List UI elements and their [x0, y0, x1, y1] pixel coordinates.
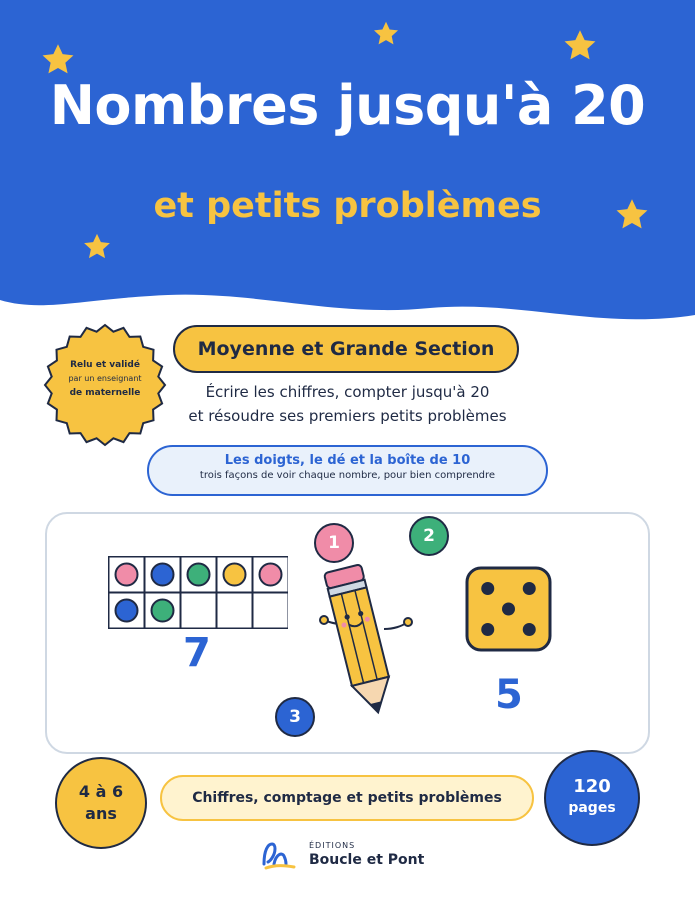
book-subtitle: et petits problèmes	[153, 186, 542, 226]
number-ball-label: 1	[328, 533, 340, 553]
age-range: 4 à 6	[78, 782, 124, 801]
ten-frame	[108, 556, 288, 629]
star-icon	[82, 232, 112, 262]
ten-frame-counter	[152, 564, 174, 586]
ten-frame-cell	[217, 593, 253, 629]
ten-frame-counter	[116, 564, 138, 586]
die-pip	[523, 623, 536, 636]
ten-frame-counter	[152, 600, 174, 622]
star-icon	[372, 20, 400, 48]
publisher-logo-icon	[260, 840, 300, 870]
ten-frame-number: 7	[183, 630, 211, 676]
info-title: Les doigts, le dé et la boîte de 10	[224, 453, 471, 468]
number-ball-label: 3	[289, 707, 301, 727]
ten-frame-counter	[260, 564, 282, 586]
die-pip	[481, 582, 494, 595]
level-badge: Moyenne et Grande Section	[173, 325, 519, 373]
info-banner	[147, 445, 548, 496]
seal-line-3: de maternelle	[69, 388, 141, 398]
pencil-mascot	[312, 563, 422, 723]
publisher-name: Boucle et Pont	[309, 852, 425, 868]
topics-banner: Chiffres, comptage et petits problèmes	[160, 775, 534, 821]
die-pip	[481, 623, 494, 636]
pages-badge	[544, 750, 640, 846]
number-ball-2	[409, 516, 449, 556]
pages-count: 120	[573, 776, 611, 797]
die-number: 5	[495, 672, 523, 718]
description	[150, 380, 545, 428]
description-line-2: et résoudre ses premiers petits problèmes	[188, 407, 507, 425]
ten-frame-counter	[116, 600, 138, 622]
star-icon	[562, 28, 598, 64]
pages-label: pages	[568, 800, 616, 816]
star-icon	[40, 42, 76, 78]
number-ball-label: 2	[423, 526, 435, 546]
publisher-label: ÉDITIONS	[309, 841, 356, 850]
die-icon	[465, 566, 552, 652]
info-subtitle: trois façons de voir chaque nombre, pour bien comprendre	[199, 470, 496, 481]
description-line-1: Écrire les chiffres, compter jusqu'à 20	[205, 383, 490, 401]
die-pip	[502, 603, 515, 616]
age-badge	[55, 757, 147, 849]
die-pip	[523, 582, 536, 595]
book-title: Nombres jusqu'à 20	[49, 74, 646, 137]
number-ball-3	[275, 697, 315, 737]
ten-frame-counter	[188, 564, 210, 586]
ten-frame-cell	[181, 593, 217, 629]
age-unit: ans	[85, 804, 117, 823]
ten-frame-cell	[253, 593, 289, 629]
seal-line-1: Relu et validé	[70, 360, 140, 370]
number-ball-1	[314, 523, 354, 563]
ten-frame-counter	[224, 564, 246, 586]
seal-line-2: par un enseignant	[68, 374, 142, 383]
